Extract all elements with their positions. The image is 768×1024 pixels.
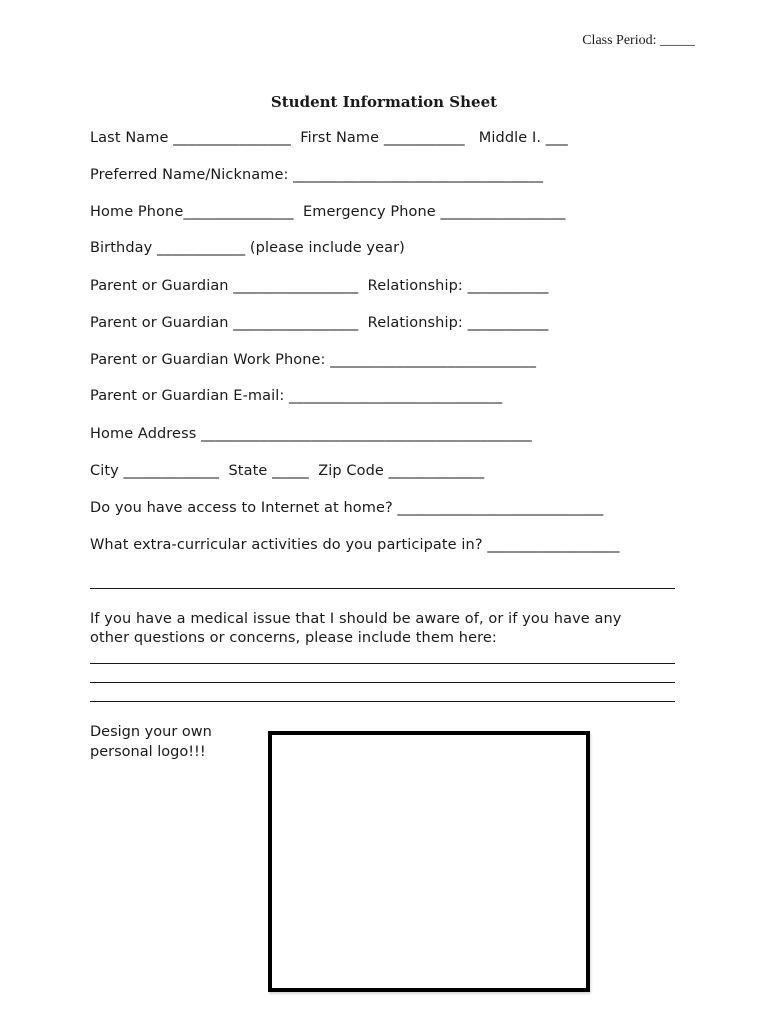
activities-extra-line[interactable]	[90, 588, 675, 589]
phone-fields[interactable]: Home Phone_______________ Emergency Phone _________________	[90, 204, 566, 220]
class-period-field[interactable]: Class Period: _____	[582, 33, 695, 48]
activities-field[interactable]: What extra-curricular activities do you participate in? __________________	[90, 537, 620, 553]
guardian-1-field[interactable]: Parent or Guardian _________________ Relationship: ___________	[90, 278, 549, 294]
guardian-2-field[interactable]: Parent or Guardian _________________ Relationship: ___________	[90, 315, 549, 331]
medical-prompt-line-1: If you have a medical issue that I should be aware of, or if you have any	[90, 611, 622, 627]
nickname-field[interactable]: Preferred Name/Nickname: __________________________________	[90, 167, 544, 183]
medical-prompt-line-2: other questions or concerns, please include them here:	[90, 630, 497, 646]
guardian-email-field[interactable]: Parent or Guardian E-mail: _____________________________	[90, 388, 503, 404]
internet-access-field[interactable]: Do you have access to Internet at home? ____________________________	[90, 500, 604, 516]
home-address-field[interactable]: Home Address _____________________________________________	[90, 426, 532, 442]
logo-prompt-line-1: Design your own	[90, 724, 212, 740]
medical-answer-line-3[interactable]	[90, 701, 675, 702]
city-state-zip-fields[interactable]: City _____________ State _____ Zip Code _____________	[90, 463, 485, 479]
medical-answer-line-2[interactable]	[90, 682, 675, 683]
birthday-field[interactable]: Birthday ____________ (please include year)	[90, 240, 405, 256]
guardian-work-phone-field[interactable]: Parent or Guardian Work Phone: ____________________________	[90, 352, 537, 368]
medical-answer-line-1[interactable]	[90, 663, 675, 664]
name-fields[interactable]: Last Name ________________ First Name ___________ Middle I. ___	[90, 130, 568, 146]
logo-prompt	[90, 722, 212, 762]
page-title: Student Information Sheet	[270, 93, 498, 111]
logo-prompt-line-2: personal logo!!!	[90, 744, 206, 760]
logo-drawing-box[interactable]	[268, 731, 590, 992]
